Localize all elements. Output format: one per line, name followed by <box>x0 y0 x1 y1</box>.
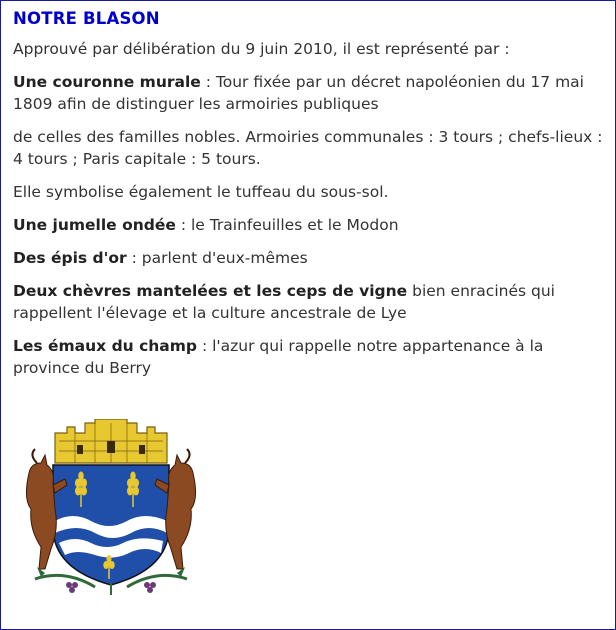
item-term: Une jumelle ondée <box>13 216 176 234</box>
item-tuffeau <box>13 181 611 203</box>
shield <box>53 465 169 585</box>
item-jumelle <box>13 214 611 236</box>
page-title: NOTRE BLASON <box>13 9 160 28</box>
item-text: : parlent d'eux-mêmes <box>126 249 308 267</box>
item-epis <box>13 247 611 269</box>
item-chevres <box>13 280 611 324</box>
item-text: : le Trainfeuilles et le Modon <box>175 216 399 234</box>
item-text: de celles des familles nobles. Armoiries communales : 3 tours ; chefs-lieux : 4 tours ; Paris capitale : 5 tours. <box>13 128 603 168</box>
item-text: Elle symbolise également le tuffeau du sous-sol. <box>13 183 389 201</box>
mural-crown <box>55 419 167 463</box>
item-couronne <box>13 71 611 115</box>
intro-text: Approuvé par délibération du 9 juin 2010, il est représenté par : <box>13 40 510 58</box>
item-term: Une couronne murale <box>13 73 201 91</box>
item-text: : l'azur qui rappelle notre appartenance à la province du Berry <box>13 337 544 377</box>
item-couronne-cont <box>13 126 611 170</box>
item-text: bien enracinés qui rappellent l'élevage et la culture ancestrale de Lye <box>13 282 555 322</box>
item-term: Des épis d'or <box>13 249 127 267</box>
item-term: Deux chèvres mantelées et les ceps de vigne <box>13 282 408 300</box>
coat-of-arms-image <box>15 419 207 597</box>
item-term: Les émaux du champ <box>13 337 198 355</box>
item-text: : Tour fixée par un décret napoléonien du 17 mai 1809 afin de distinguer les armoiries publiques <box>13 73 584 113</box>
item-emaux <box>13 335 611 379</box>
content <box>13 9 611 390</box>
